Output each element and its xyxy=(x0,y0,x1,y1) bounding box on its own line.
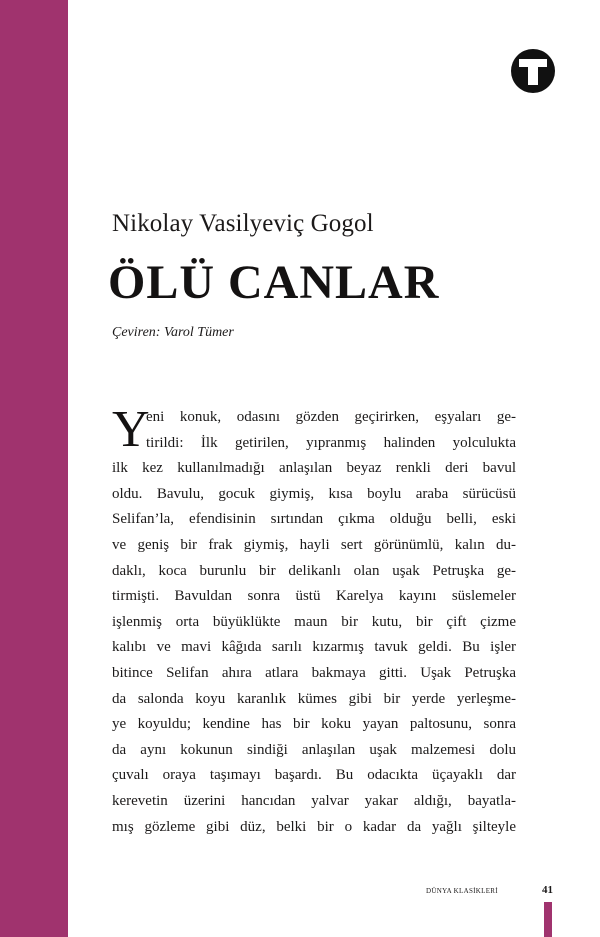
body-line: eni konuk, odasını gözden geçirirken, eşyaları ge- xyxy=(146,409,516,425)
body-line: oldu. Bavulu, gocuk giymiş, kısa boylu araba sürücüsü xyxy=(112,485,516,502)
body-line: mış gözleme gibi düz, belki bir o kadar da yağlı şilteyle xyxy=(112,818,516,835)
body-line: ve geniş bir frak giymiş, hayli sert görünümlü, kalın du- xyxy=(112,536,516,553)
magenta-spine-bar xyxy=(0,0,68,937)
body-line: ye koyuldu; kendine has bir koku yayan paltosunu, sonra xyxy=(112,716,516,733)
body-line: kerevetin üzerini hancıdan yalvar yakar aldığı, bayatla- xyxy=(112,792,516,809)
book-title: ÖLÜ CANLAR xyxy=(108,256,440,309)
body-paragraph xyxy=(112,401,516,840)
publisher-t-logo-icon xyxy=(510,48,556,94)
body-line: da salonda koyu karanlık kümes gibi bir yerde yerleşme- xyxy=(112,690,516,707)
author-name: Nikolay Vasilyeviç Gogol xyxy=(112,210,374,237)
page-number: 41 xyxy=(542,884,553,896)
body-line: çuvalı oraya taşımayı başardı. Bu odacıkta üçayaklı dar xyxy=(112,767,516,784)
body-line: tirildi: İlk getirilen, yıpranmış halinden yolculukta xyxy=(146,434,516,451)
body-line: işlenmiş orta büyüklükte maun bir kutu, bir çift çizme xyxy=(112,613,516,630)
body-line: Selifan’la, efendisinin sırtından çıkma olduğu belli, eski xyxy=(112,511,516,528)
body-line: da aynı kokunun sindiği anlaşılan uşak malzemesi dolu xyxy=(112,741,516,758)
body-line: tirmişti. Bavuldan sonra üstü Karelya kayını süslemeler xyxy=(112,588,516,605)
series-label: DÜNYA KLASİKLERİ xyxy=(426,887,498,895)
translator-credit: Çeviren: Varol Tümer xyxy=(112,325,234,340)
body-line: bitince Selifan ahıra atlara bakmaya gitti. Uşak Petruşka xyxy=(112,664,516,681)
body-line: ilk kez kullanılmadığı anlaşılan beyaz renkli deri bavul xyxy=(112,460,516,477)
drop-cap: Y xyxy=(112,401,150,458)
body-line: kalıbı ve mavi kâğıda sarılı kızarmış tavuk geldi. Bu işler xyxy=(112,639,516,656)
page-tab-marker xyxy=(544,902,552,937)
body-line: daklı, koca burunlu bir delikanlı olan uşak Petruşka ge- xyxy=(112,562,516,579)
